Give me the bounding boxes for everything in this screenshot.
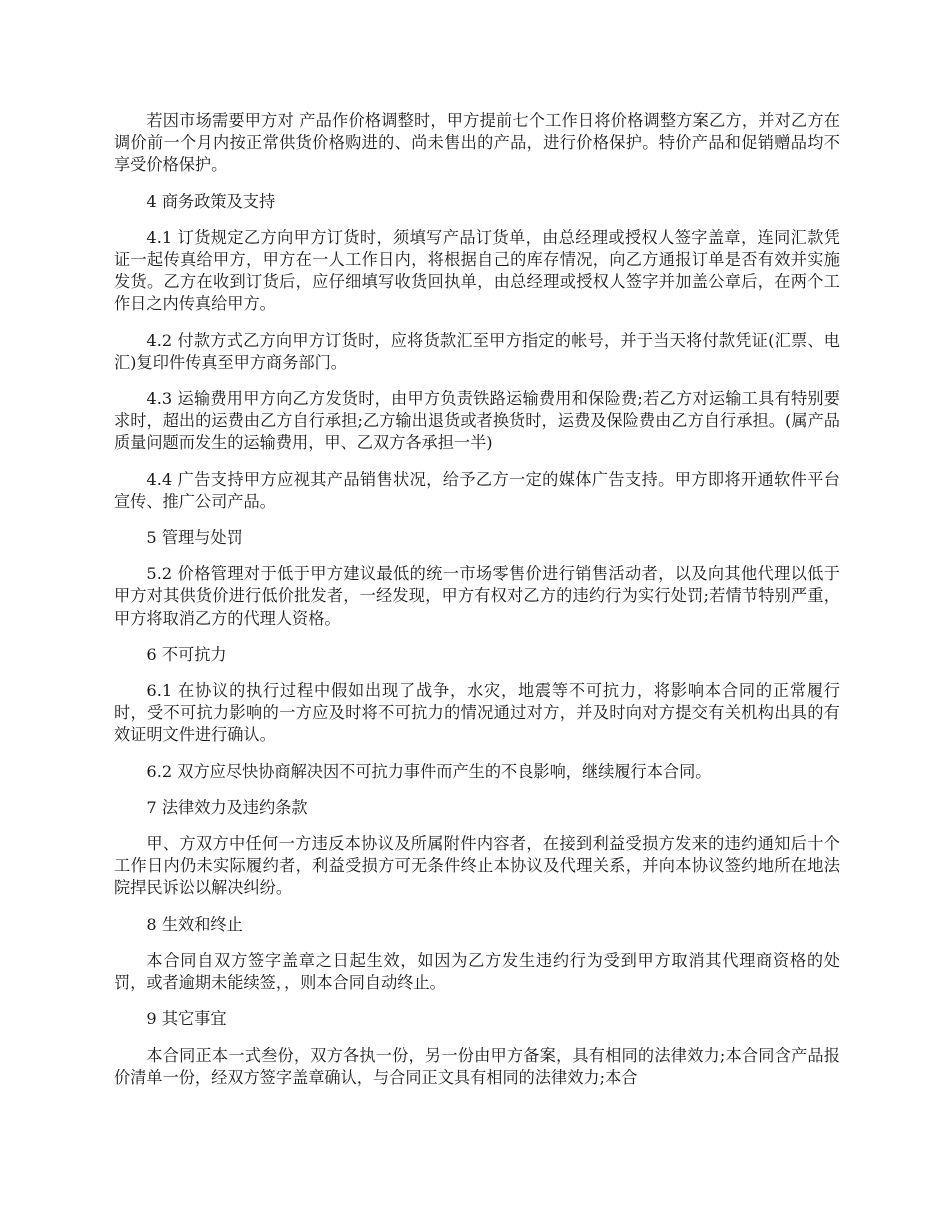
- paragraph-4-2: 4.2 付款方式乙方向甲方订货时，应将货款汇至甲方指定的帐号，并于当天将付款凭证(汇票、电汇)复印件传真至甲方商务部门。: [114, 330, 840, 372]
- paragraph-6-2: 6.2 双方应尽快协商解决因不可抗力事件而产生的不良影响，继续履行本合同。: [146, 761, 712, 781]
- paragraph-8: 本合同自双方签字盖章之日起生效，如因为乙方发生违约行为受到甲方取消其代理商资格的处罚，或者逾期未能续签，，则本合同自动终止。: [114, 950, 840, 993]
- paragraph-4-4: 4.4 广告支持甲方应视其产品销售状况，给予乙方一定的媒体广告支持。甲方即将开通软件平台宣传、推广公司产品。: [114, 469, 840, 511]
- paragraph-4-3: 4.3 运输费用甲方向乙方发货时，由甲方负责铁路运输费用和保险费;若乙方对运输工具有特别要求时，超出的运费由乙方自行承担;乙方输出退货或者换货时，运费及保险费由乙方自行承担。(属产品质量问题而发生的运输费用，甲、乙双方各承担一半): [114, 389, 840, 453]
- paragraph-9: 本合同正本一式叁份，双方各执一份，另一份由甲方备案，具有相同的法律效力;本合同含产品报价清单一份，经双方签字盖章确认，与合同正文具有相同的法律效力;本合: [114, 1045, 840, 1087]
- section-heading-8: 8 生效和终止: [146, 914, 243, 934]
- paragraph-7: 甲、方双方中任何一方违反本协议及所属附件内容者，在接到利益受损方发来的违约通知后十个工作日内仍未实际履约者，利益受损方可无条件终止本协议及代理关系，并向本协议签约地所在地法院捍民诉讼以解决纠纷。: [114, 834, 840, 898]
- paragraph-price-protection: 若因市场需要甲方对 产品作价格调整时，甲方提前七个工作日将价格调整方案乙方，并对乙方在调价前一个月内按正常供货价格购进的、尚未售出的产品，进行价格保护。特价产品和促销赠品均不享受价格保护。: [114, 111, 840, 175]
- section-heading-9: 9 其它事宜: [146, 1009, 227, 1029]
- paragraph-5-2: 5.2 价格管理对于低于甲方建议最低的统一市场零售价进行销售活动者，以及向其他代理以低于甲方对其供货价进行低价批发者，一经发现，甲方有权对乙方的违约行为实行处罚;若情节特别严重，甲方将取消乙方的代理人资格。: [114, 564, 840, 628]
- section-heading-5: 5 管理与处罚: [146, 528, 243, 548]
- paragraph-6-1: 6.1 在协议的执行过程中假如出现了战争，水灾，地震等不可抗力，将影响本合同的正常履行时，受不可抗力影响的一方应及时将不可抗力的情况通过对方，并及时向对方提交有关机构出具的有效证明文件进行确认。: [114, 681, 840, 745]
- section-heading-7: 7 法律效力及违约条款: [146, 797, 308, 817]
- section-heading-6: 6 不可抗力: [146, 644, 227, 664]
- section-heading-4: 4 商务政策及支持: [146, 191, 276, 211]
- paragraph-4-1: 4.1 订货规定乙方向甲方订货时，须填写产品订货单，由总经理或授权人签字盖章，连同汇款凭证一起传真给甲方，甲方在一人工作日内，将根据自己的库存情况，向乙方通报订单是否有效并实施发货。乙方在收到订货后，应仔细填写收货回执单，由总经理或授权人签字并加盖公章后，在两个工作日之内传真给甲方。: [114, 227, 840, 314]
